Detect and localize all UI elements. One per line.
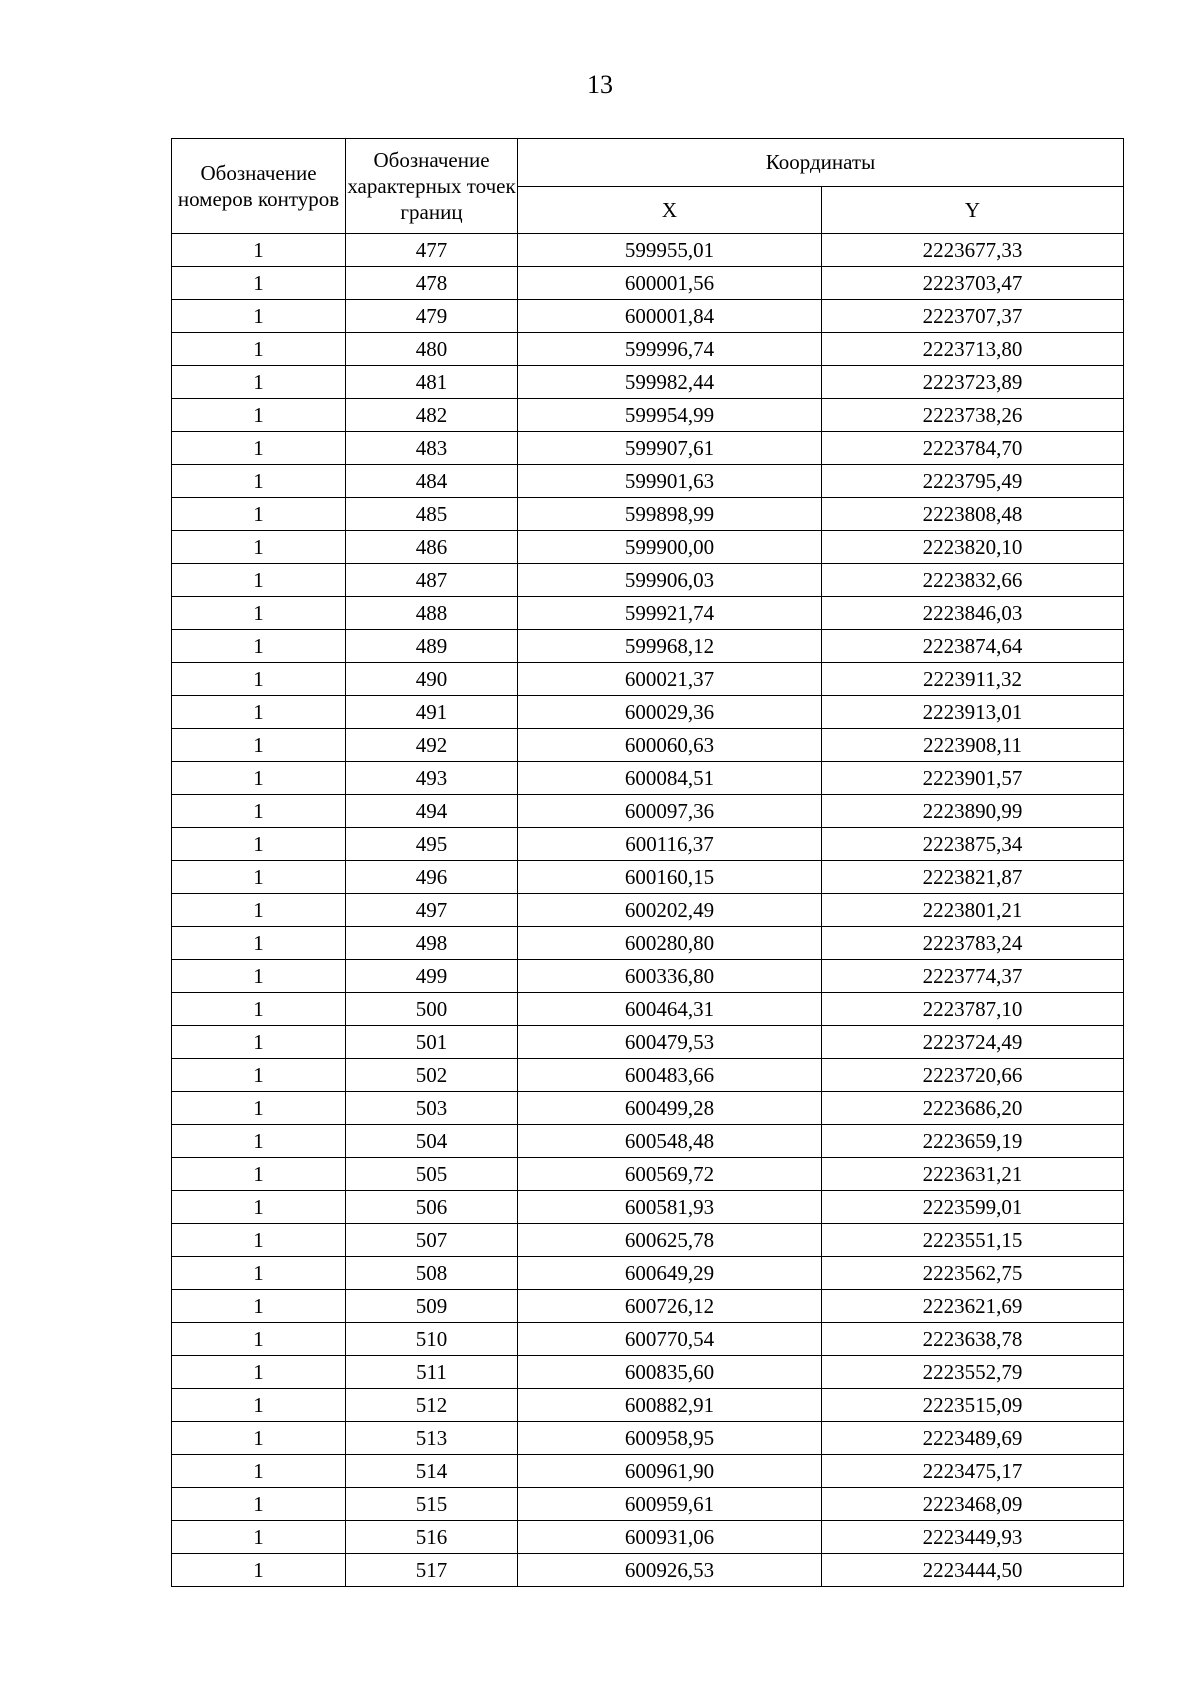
table-row xyxy=(172,762,1124,795)
y-coordinate-cell: 2223821,87 xyxy=(822,861,1124,894)
contour-number-cell: 1 xyxy=(172,1059,346,1092)
x-coordinate-cell: 600548,48 xyxy=(518,1125,822,1158)
contour-number-cell: 1 xyxy=(172,564,346,597)
contour-number-cell: 1 xyxy=(172,894,346,927)
contour-number-cell: 1 xyxy=(172,795,346,828)
x-coordinate-cell: 599898,99 xyxy=(518,498,822,531)
point-number-cell: 501 xyxy=(346,1026,518,1059)
point-number-cell: 505 xyxy=(346,1158,518,1191)
x-coordinate-cell: 600959,61 xyxy=(518,1488,822,1521)
y-coordinate-cell: 2223723,89 xyxy=(822,366,1124,399)
point-number-cell: 503 xyxy=(346,1092,518,1125)
table-row xyxy=(172,1554,1124,1587)
x-coordinate-cell: 600160,15 xyxy=(518,861,822,894)
y-coordinate-cell: 2223638,78 xyxy=(822,1323,1124,1356)
x-coordinate-cell: 600021,37 xyxy=(518,663,822,696)
point-number-cell: 491 xyxy=(346,696,518,729)
point-number-cell: 502 xyxy=(346,1059,518,1092)
y-coordinate-cell: 2223449,93 xyxy=(822,1521,1124,1554)
table-row xyxy=(172,267,1124,300)
point-number-cell: 499 xyxy=(346,960,518,993)
y-coordinate-cell: 2223475,17 xyxy=(822,1455,1124,1488)
y-coordinate-cell: 2223787,10 xyxy=(822,993,1124,1026)
contour-number-cell: 1 xyxy=(172,1125,346,1158)
table-row xyxy=(172,300,1124,333)
y-coordinate-cell: 2223713,80 xyxy=(822,333,1124,366)
point-number-cell: 495 xyxy=(346,828,518,861)
y-coordinate-cell: 2223846,03 xyxy=(822,597,1124,630)
y-coordinate-cell: 2223724,49 xyxy=(822,1026,1124,1059)
y-coordinate-cell: 2223875,34 xyxy=(822,828,1124,861)
x-coordinate-cell: 599982,44 xyxy=(518,366,822,399)
y-coordinate-cell: 2223659,19 xyxy=(822,1125,1124,1158)
contour-number-cell: 1 xyxy=(172,1026,346,1059)
x-coordinate-cell: 600931,06 xyxy=(518,1521,822,1554)
contour-number-cell: 1 xyxy=(172,993,346,1026)
contour-number-cell: 1 xyxy=(172,597,346,630)
contour-number-cell: 1 xyxy=(172,267,346,300)
contour-number-cell: 1 xyxy=(172,234,346,267)
x-coordinate-cell: 600280,80 xyxy=(518,927,822,960)
x-coordinate-cell: 600084,51 xyxy=(518,762,822,795)
point-number-cell: 511 xyxy=(346,1356,518,1389)
table-row xyxy=(172,696,1124,729)
table-row xyxy=(172,1257,1124,1290)
y-coordinate-cell: 2223631,21 xyxy=(822,1158,1124,1191)
y-coordinate-cell: 2223707,37 xyxy=(822,300,1124,333)
y-coordinate-cell: 2223890,99 xyxy=(822,795,1124,828)
x-coordinate-cell: 600097,36 xyxy=(518,795,822,828)
table-row xyxy=(172,432,1124,465)
contour-number-cell: 1 xyxy=(172,432,346,465)
contour-number-cell: 1 xyxy=(172,333,346,366)
contour-number-cell: 1 xyxy=(172,828,346,861)
x-coordinate-cell: 600882,91 xyxy=(518,1389,822,1422)
contour-number-cell: 1 xyxy=(172,1554,346,1587)
table-row xyxy=(172,465,1124,498)
point-number-cell: 490 xyxy=(346,663,518,696)
point-number-cell: 500 xyxy=(346,993,518,1026)
contour-number-cell: 1 xyxy=(172,1191,346,1224)
y-coordinate-cell: 2223774,37 xyxy=(822,960,1124,993)
y-coordinate-cell: 2223599,01 xyxy=(822,1191,1124,1224)
y-coordinate-cell: 2223444,50 xyxy=(822,1554,1124,1587)
point-number-cell: 504 xyxy=(346,1125,518,1158)
y-coordinate-cell: 2223820,10 xyxy=(822,531,1124,564)
contour-number-cell: 1 xyxy=(172,399,346,432)
y-coordinate-cell: 2223738,26 xyxy=(822,399,1124,432)
table-row xyxy=(172,1521,1124,1554)
table-row xyxy=(172,1158,1124,1191)
coordinates-table xyxy=(171,138,1124,1587)
contour-number-cell: 1 xyxy=(172,531,346,564)
x-coordinate-cell: 600060,63 xyxy=(518,729,822,762)
point-number-cell: 479 xyxy=(346,300,518,333)
contour-number-cell: 1 xyxy=(172,1356,346,1389)
point-number-cell: 488 xyxy=(346,597,518,630)
x-coordinate-cell: 600001,84 xyxy=(518,300,822,333)
x-coordinate-cell: 599954,99 xyxy=(518,399,822,432)
point-number-cell: 484 xyxy=(346,465,518,498)
y-coordinate-cell: 2223783,24 xyxy=(822,927,1124,960)
x-coordinate-cell: 600336,80 xyxy=(518,960,822,993)
point-number-cell: 496 xyxy=(346,861,518,894)
y-coordinate-cell: 2223874,64 xyxy=(822,630,1124,663)
y-coordinate-cell: 2223468,09 xyxy=(822,1488,1124,1521)
point-number-cell: 509 xyxy=(346,1290,518,1323)
x-coordinate-cell: 600499,28 xyxy=(518,1092,822,1125)
contour-number-cell: 1 xyxy=(172,1224,346,1257)
point-number-cell: 486 xyxy=(346,531,518,564)
contour-number-cell: 1 xyxy=(172,498,346,531)
table-row xyxy=(172,498,1124,531)
header-x: X xyxy=(518,187,822,234)
point-number-cell: 489 xyxy=(346,630,518,663)
x-coordinate-cell: 600569,72 xyxy=(518,1158,822,1191)
x-coordinate-cell: 599996,74 xyxy=(518,333,822,366)
contour-number-cell: 1 xyxy=(172,861,346,894)
x-coordinate-cell: 600202,49 xyxy=(518,894,822,927)
point-number-cell: 481 xyxy=(346,366,518,399)
y-coordinate-cell: 2223552,79 xyxy=(822,1356,1124,1389)
point-number-cell: 493 xyxy=(346,762,518,795)
x-coordinate-cell: 600958,95 xyxy=(518,1422,822,1455)
contour-number-cell: 1 xyxy=(172,927,346,960)
x-coordinate-cell: 600961,90 xyxy=(518,1455,822,1488)
y-coordinate-cell: 2223551,15 xyxy=(822,1224,1124,1257)
table-row xyxy=(172,1125,1124,1158)
y-coordinate-cell: 2223562,75 xyxy=(822,1257,1124,1290)
table-row xyxy=(172,927,1124,960)
x-coordinate-cell: 599907,61 xyxy=(518,432,822,465)
y-coordinate-cell: 2223795,49 xyxy=(822,465,1124,498)
x-coordinate-cell: 600649,29 xyxy=(518,1257,822,1290)
y-coordinate-cell: 2223515,09 xyxy=(822,1389,1124,1422)
contour-number-cell: 1 xyxy=(172,960,346,993)
table-row xyxy=(172,729,1124,762)
x-coordinate-cell: 600926,53 xyxy=(518,1554,822,1587)
x-coordinate-cell: 599921,74 xyxy=(518,597,822,630)
x-coordinate-cell: 600625,78 xyxy=(518,1224,822,1257)
contour-number-cell: 1 xyxy=(172,630,346,663)
table-row xyxy=(172,1455,1124,1488)
point-number-cell: 506 xyxy=(346,1191,518,1224)
contour-number-cell: 1 xyxy=(172,1488,346,1521)
contour-number-cell: 1 xyxy=(172,762,346,795)
contour-number-cell: 1 xyxy=(172,663,346,696)
y-coordinate-cell: 2223677,33 xyxy=(822,234,1124,267)
point-number-cell: 477 xyxy=(346,234,518,267)
x-coordinate-cell: 599900,00 xyxy=(518,531,822,564)
point-number-cell: 515 xyxy=(346,1488,518,1521)
contour-number-cell: 1 xyxy=(172,1521,346,1554)
x-coordinate-cell: 600770,54 xyxy=(518,1323,822,1356)
point-number-cell: 487 xyxy=(346,564,518,597)
contour-number-cell: 1 xyxy=(172,1290,346,1323)
x-coordinate-cell: 600726,12 xyxy=(518,1290,822,1323)
x-coordinate-cell: 600116,37 xyxy=(518,828,822,861)
page-number: 13 xyxy=(587,70,613,99)
point-number-cell: 517 xyxy=(346,1554,518,1587)
table-row xyxy=(172,630,1124,663)
contour-number-cell: 1 xyxy=(172,1422,346,1455)
contour-number-cell: 1 xyxy=(172,366,346,399)
x-coordinate-cell: 599955,01 xyxy=(518,234,822,267)
x-coordinate-cell: 600464,31 xyxy=(518,993,822,1026)
point-number-cell: 512 xyxy=(346,1389,518,1422)
table-row xyxy=(172,894,1124,927)
y-coordinate-cell: 2223901,57 xyxy=(822,762,1124,795)
contour-number-cell: 1 xyxy=(172,1092,346,1125)
x-coordinate-cell: 599901,63 xyxy=(518,465,822,498)
contour-number-cell: 1 xyxy=(172,729,346,762)
table-row xyxy=(172,1356,1124,1389)
table-row xyxy=(172,366,1124,399)
contour-number-cell: 1 xyxy=(172,1158,346,1191)
x-coordinate-cell: 599968,12 xyxy=(518,630,822,663)
x-coordinate-cell: 600001,56 xyxy=(518,267,822,300)
point-number-cell: 482 xyxy=(346,399,518,432)
table-row xyxy=(172,399,1124,432)
contour-number-cell: 1 xyxy=(172,300,346,333)
table-row xyxy=(172,993,1124,1026)
table-row xyxy=(172,1026,1124,1059)
header-boundary-points: Обозначение характерных точек границ xyxy=(346,139,518,234)
point-number-cell: 516 xyxy=(346,1521,518,1554)
table-row xyxy=(172,861,1124,894)
y-coordinate-cell: 2223808,48 xyxy=(822,498,1124,531)
y-coordinate-cell: 2223720,66 xyxy=(822,1059,1124,1092)
table-row xyxy=(172,1389,1124,1422)
x-coordinate-cell: 600479,53 xyxy=(518,1026,822,1059)
point-number-cell: 498 xyxy=(346,927,518,960)
table-row xyxy=(172,1323,1124,1356)
x-coordinate-cell: 600835,60 xyxy=(518,1356,822,1389)
y-coordinate-cell: 2223686,20 xyxy=(822,1092,1124,1125)
table-row xyxy=(172,1422,1124,1455)
header-y: Y xyxy=(822,187,1124,234)
y-coordinate-cell: 2223913,01 xyxy=(822,696,1124,729)
point-number-cell: 478 xyxy=(346,267,518,300)
table-row xyxy=(172,960,1124,993)
point-number-cell: 480 xyxy=(346,333,518,366)
point-number-cell: 514 xyxy=(346,1455,518,1488)
x-coordinate-cell: 600483,66 xyxy=(518,1059,822,1092)
contour-number-cell: 1 xyxy=(172,1257,346,1290)
header-contour-numbers: Обозначение номеров контуров xyxy=(172,139,346,234)
x-coordinate-cell: 600029,36 xyxy=(518,696,822,729)
table-row xyxy=(172,1488,1124,1521)
table-row xyxy=(172,828,1124,861)
y-coordinate-cell: 2223784,70 xyxy=(822,432,1124,465)
table-row xyxy=(172,1191,1124,1224)
table-row xyxy=(172,564,1124,597)
table-row xyxy=(172,1224,1124,1257)
contour-number-cell: 1 xyxy=(172,1323,346,1356)
y-coordinate-cell: 2223832,66 xyxy=(822,564,1124,597)
point-number-cell: 510 xyxy=(346,1323,518,1356)
table-row xyxy=(172,1290,1124,1323)
table-row xyxy=(172,234,1124,267)
point-number-cell: 485 xyxy=(346,498,518,531)
table-row xyxy=(172,597,1124,630)
contour-number-cell: 1 xyxy=(172,1389,346,1422)
table-body xyxy=(172,234,1124,1587)
table-header xyxy=(172,139,1124,234)
point-number-cell: 492 xyxy=(346,729,518,762)
table-row xyxy=(172,795,1124,828)
table-row xyxy=(172,1059,1124,1092)
point-number-cell: 507 xyxy=(346,1224,518,1257)
point-number-cell: 494 xyxy=(346,795,518,828)
contour-number-cell: 1 xyxy=(172,696,346,729)
table-row xyxy=(172,333,1124,366)
y-coordinate-cell: 2223911,32 xyxy=(822,663,1124,696)
x-coordinate-cell: 599906,03 xyxy=(518,564,822,597)
y-coordinate-cell: 2223489,69 xyxy=(822,1422,1124,1455)
y-coordinate-cell: 2223801,21 xyxy=(822,894,1124,927)
y-coordinate-cell: 2223703,47 xyxy=(822,267,1124,300)
y-coordinate-cell: 2223621,69 xyxy=(822,1290,1124,1323)
y-coordinate-cell: 2223908,11 xyxy=(822,729,1124,762)
contour-number-cell: 1 xyxy=(172,465,346,498)
point-number-cell: 513 xyxy=(346,1422,518,1455)
table-row xyxy=(172,531,1124,564)
table-row xyxy=(172,663,1124,696)
header-coordinates: Координаты xyxy=(518,139,1124,187)
table-row xyxy=(172,1092,1124,1125)
point-number-cell: 508 xyxy=(346,1257,518,1290)
point-number-cell: 483 xyxy=(346,432,518,465)
contour-number-cell: 1 xyxy=(172,1455,346,1488)
point-number-cell: 497 xyxy=(346,894,518,927)
x-coordinate-cell: 600581,93 xyxy=(518,1191,822,1224)
